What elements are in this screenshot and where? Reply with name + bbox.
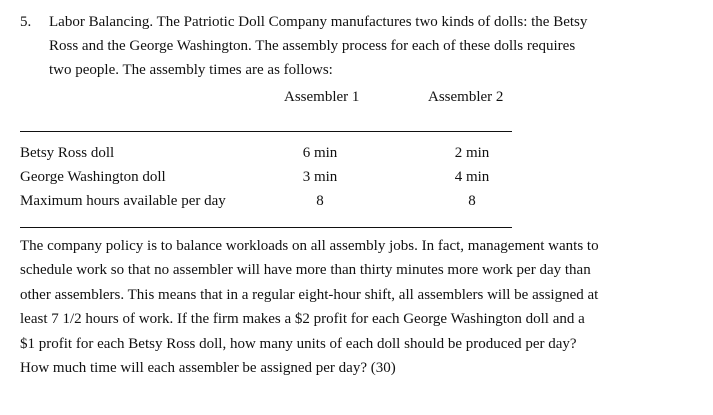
table-header-row bbox=[20, 89, 512, 113]
intro-line: Ross and the George Washington. The assembly process for each of these dolls requires bbox=[49, 38, 576, 54]
assembly-times-table bbox=[20, 89, 512, 209]
column-header-assembler-2: Assembler 2 bbox=[428, 89, 504, 105]
closing-line: How much time will each assembler be assigned per day? (30) bbox=[20, 360, 396, 377]
closing-line: The company policy is to balance workloads on all assembly jobs. In fact, management wants to bbox=[20, 238, 599, 254]
assembler-2-value: 4 min bbox=[454, 169, 490, 185]
row-label: Maximum hours available per day bbox=[20, 193, 226, 209]
closing-line: schedule work so that no assembler will have more than thirty minutes more work per day than bbox=[20, 262, 591, 279]
intro-line: Labor Balancing. The Patriotic Doll Company manufactures two kinds of dolls: the Betsy bbox=[49, 14, 588, 30]
closing-line: other assemblers. This means that in a regular eight-hour shift, all assemblers will be assigned at bbox=[20, 286, 599, 303]
assembler-2-value: 8 bbox=[468, 193, 476, 209]
assembler-1-value: 3 min bbox=[302, 169, 338, 185]
table-row bbox=[20, 165, 512, 189]
assembler-2-value: 2 min bbox=[454, 145, 490, 161]
closing-line: least 7 1/2 hours of work. If the firm makes a $2 profit for each George Washington doll and a bbox=[20, 311, 585, 328]
problem-5 bbox=[20, 10, 660, 82]
problem-closing-paragraph bbox=[20, 234, 690, 380]
problem-intro bbox=[20, 10, 660, 82]
assembler-1-value: 8 bbox=[316, 193, 324, 209]
assembler-1-value: 6 min bbox=[302, 145, 338, 161]
table-body bbox=[20, 141, 512, 213]
problem-number: 5. bbox=[20, 14, 32, 30]
table-row bbox=[20, 141, 512, 165]
row-label: Betsy Ross doll bbox=[20, 145, 115, 161]
intro-line: two people. The assembly times are as follows: bbox=[49, 62, 333, 78]
table-top-rule bbox=[20, 131, 512, 132]
table-row bbox=[20, 189, 512, 213]
closing-line: $1 profit for each Betsy Ross doll, how many units of each doll should be produced per day? bbox=[20, 335, 577, 352]
row-label: George Washington doll bbox=[20, 169, 166, 185]
table-bottom-rule bbox=[20, 227, 512, 228]
column-header-assembler-1: Assembler 1 bbox=[284, 89, 360, 105]
